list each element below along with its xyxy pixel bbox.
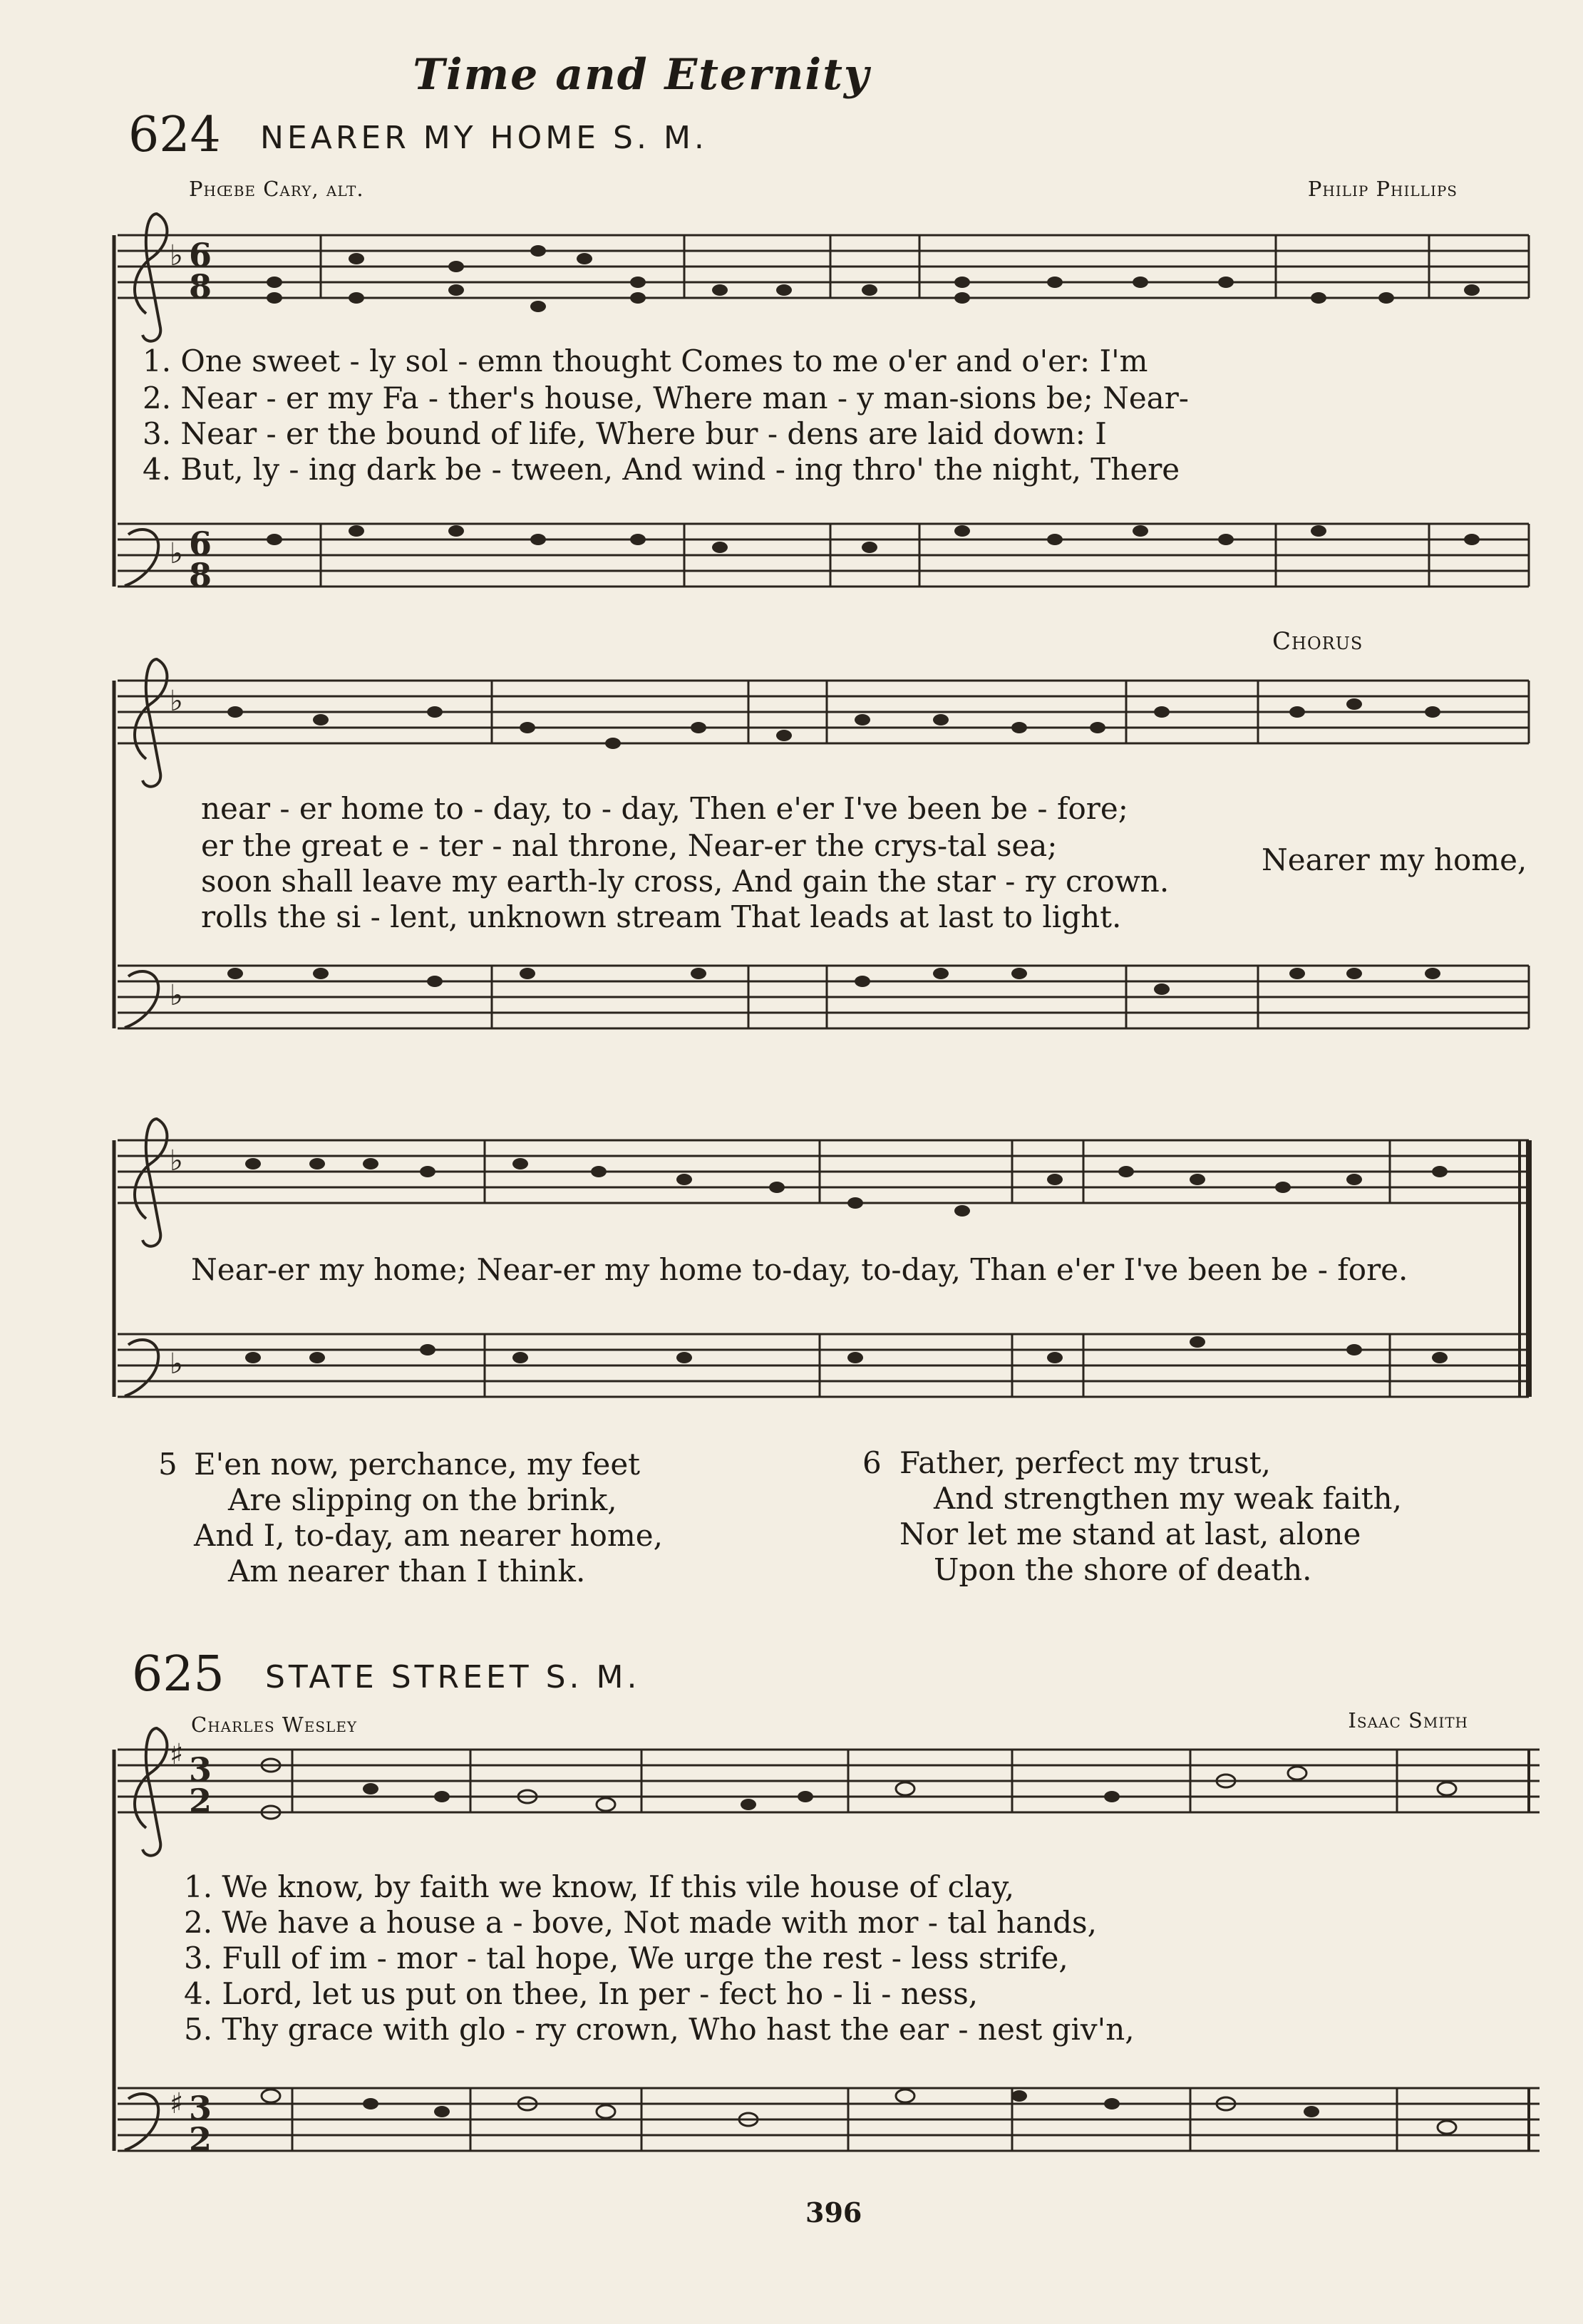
- tune-name-625: STATE STREET S. M.: [265, 1659, 641, 1695]
- lyric-line-2: 2. Near - er my Fa - ther's house, Where man - y man-sions be; Near-: [143, 381, 1189, 415]
- lyric-line-4: 4. But, ly - ing dark be - tween, And wind - ing thro' the night, There: [143, 452, 1180, 487]
- composer-624: Philip Phillips: [1307, 177, 1458, 201]
- lyric-line-625-2: 2. We have a house a - bove, Not made with mor - tal hands,: [184, 1905, 1097, 1940]
- verse-5-number: 5: [158, 1447, 177, 1482]
- svg-text:6: 6: [189, 236, 212, 274]
- verse-6-line: Father, perfect my trust,: [899, 1445, 1271, 1480]
- chorus-line: Near-er my home; Near-er my home to-day, to-day, Than e'er I've been be - fore.: [191, 1252, 1408, 1287]
- lyric-line-6: er the great e - ter - nal throne, Near-er the crys-tal sea;: [201, 828, 1058, 863]
- svg-text:8: 8: [189, 267, 212, 306]
- lyric-line-625-1: 1. We know, by faith we know, If this vile house of clay,: [184, 1869, 1015, 1904]
- lyricist-624: Phœbe Cary, alt.: [189, 177, 364, 201]
- svg-text:♭: ♭: [170, 537, 183, 570]
- svg-text:♯: ♯: [170, 2087, 184, 2120]
- verse-6-number: 6: [862, 1445, 882, 1480]
- page-number: 396: [805, 2196, 862, 2229]
- lyricist-625: Charles Wesley: [191, 1713, 358, 1737]
- svg-text:2: 2: [189, 2120, 212, 2159]
- lyric-line-625-5: 5. Thy grace with glo - ry crown, Who hast the ear - nest giv'n,: [184, 2012, 1135, 2047]
- composer-625: Isaac Smith: [1348, 1708, 1468, 1732]
- verse-5-line: E'en now, perchance, my feet: [194, 1447, 641, 1482]
- lyric-line-625-4: 4. Lord, let us put on thee, In per - fect ho - li - ness,: [184, 1976, 979, 2011]
- hymn-number-625: 625: [132, 1646, 225, 1703]
- verse-5-line: And I, to-day, am nearer home,: [194, 1518, 663, 1553]
- svg-text:♭: ♭: [170, 1144, 183, 1177]
- verse-6-line: And strengthen my weak faith,: [934, 1481, 1402, 1516]
- lyric-line-5: near - er home to - day, to - day, Then e'er I've been be - fore;: [201, 791, 1128, 826]
- svg-text:3: 3: [189, 2089, 212, 2127]
- svg-text:♭: ♭: [170, 1347, 183, 1380]
- svg-text:♯: ♯: [170, 1737, 184, 1771]
- verse-6-line: Upon the shore of death.: [934, 1552, 1312, 1587]
- svg-text:3: 3: [189, 1750, 212, 1789]
- lyric-line-1: 1. One sweet - ly sol - emn thought Comes to me o'er and o'er: I'm: [143, 344, 1148, 378]
- svg-text:♭: ♭: [170, 239, 183, 272]
- lyric-line-625-3: 3. Full of im - mor - tal hope, We urge the rest - less strife,: [184, 1941, 1068, 1976]
- lyric-line-8: rolls the si - lent, unknown stream That leads at last to light.: [201, 899, 1122, 934]
- verse-5-line: Are slipping on the brink,: [228, 1482, 617, 1517]
- verse-5: [194, 1447, 663, 1589]
- svg-text:♭: ♭: [170, 684, 183, 718]
- svg-text:2: 2: [189, 1782, 212, 1820]
- section-title: Time and Eternity: [413, 50, 870, 100]
- verse-6-line: Nor let me stand at last, alone: [899, 1517, 1361, 1551]
- lyric-line-3: 3. Near - er the bound of life, Where bur - dens are laid down: I: [143, 416, 1107, 451]
- verse-5-line: Am nearer than I think.: [228, 1554, 586, 1589]
- chorus-label: Chorus: [1272, 627, 1363, 656]
- svg-text:8: 8: [189, 556, 212, 594]
- verse-6: [899, 1445, 1402, 1588]
- tune-name-624: NEARER MY HOME S. M.: [260, 120, 708, 156]
- svg-text:♭: ♭: [170, 978, 183, 1012]
- chorus-side-phrase: Nearer my home,: [1262, 842, 1527, 877]
- lyric-line-7: soon shall leave my earth-ly cross, And gain the star - ry crown.: [201, 864, 1170, 899]
- svg-text:6: 6: [189, 525, 212, 563]
- hymn-number-624: 624: [128, 107, 221, 163]
